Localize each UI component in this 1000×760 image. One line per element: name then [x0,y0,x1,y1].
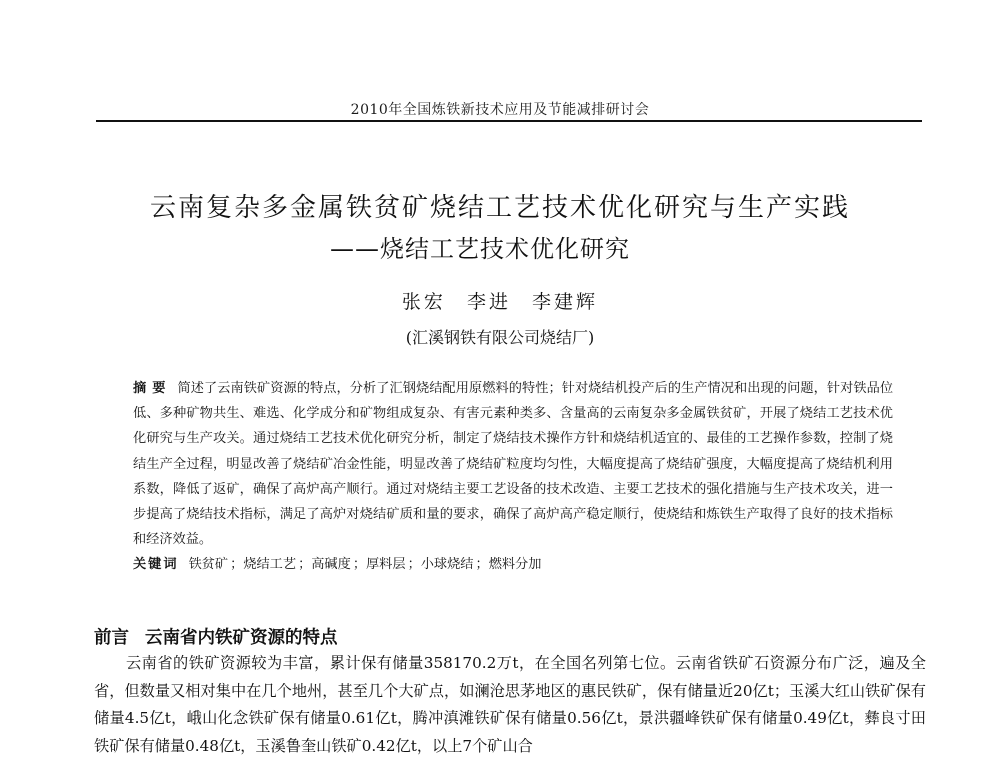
running-header: 2010年全国炼铁新技术应用及节能减排研讨会 [350,102,650,118]
keyword: 燃料分加 [488,557,542,573]
keyword: 高碱度 [311,557,351,573]
affiliation: (汇溪钢铁有限公司烧结厂) [405,328,595,347]
body-text [94,650,926,760]
keyword: 小球烧结 [420,557,474,573]
abstract-paragraph [133,376,893,552]
author-name: 张宏 [401,291,446,313]
body-paragraph: 云南省的铁矿资源较为丰富，累计保有储量358170.2万t，在全国名列第七位。云南省铁矿石资源分布广泛，遍及全省，但数量又相对集中在几个地州，甚至几个大矿点，如澜沧思茅地区的惠民铁矿，保有储量近20亿t；玉溪大红山铁矿保有储量4.5亿t，峨山化念铁矿保有储量0.61亿t，腾冲滇滩铁矿保有储量0.56亿t，景洪疆峰铁矿保有储量0.49亿t，彝良寸田铁矿保有储量0.48亿t，玉溪鲁奎山铁矿0.42亿t，以上7个矿山合 [94,654,926,755]
abstract-label: 摘要 [133,381,172,396]
author-name: 李建辉 [532,291,599,313]
section-number: 前言 [94,628,129,648]
keyword: 铁贫矿 [188,557,229,573]
author-name: 李进 [466,291,511,313]
header-rule [96,120,922,122]
abstract-block [133,376,893,578]
abstract-text: 简述了云南铁矿资源的特点，分析了汇钢烧结配用原燃料的特性；针对烧结机投产后的生产情况和出现的问题，针对铁品位低、多种矿物共生、难选、化学成分和矿物组成复杂、有害元素种类多、含量高的云南复杂多金属铁贫矿，开展了烧结工艺技术优化研究与生产攻关。通过烧结工艺技术优化研究分析，制定了烧结技术操作方针和烧结机适宜的、最佳的工艺操作参数，控制了烧结生产全过程，明显改善了烧结矿冶金性能，明显改善了烧结矿粒度均匀性，大幅度提高了烧结矿强度，大幅度提高了烧结机利用系数，降低了返矿，确保了高炉高产顺行。通过对烧结主要工艺设备的技术改造、主要工艺技术的强化措施与生产技术攻关，进一步提高了烧结技术指标，满足了高炉对烧结矿质和量的要求，确保了高炉高产稳定顺行，使烧结和炼铁生产取得了良好的技术指标和经济效益。 [133,381,894,548]
keywords-label: 关键词 [133,557,179,573]
author-list [0,287,1000,314]
keywords-line: 关键词 铁贫矿 ；烧结工艺 ；高碱度 ；厚料层 ；小球烧结 ；燃料分加 [133,557,542,573]
keyword: 厚料层 [366,557,406,573]
keyword: 烧结工艺 [243,557,297,573]
section-heading [94,624,338,649]
paper-title: 云南复杂多金属铁贫矿烧结工艺技术优化研究与生产实践 [149,193,850,223]
paper-subtitle: ——烧结工艺技术优化研究 [330,235,630,263]
section-title: 云南省内铁矿资源的特点 [145,628,338,648]
